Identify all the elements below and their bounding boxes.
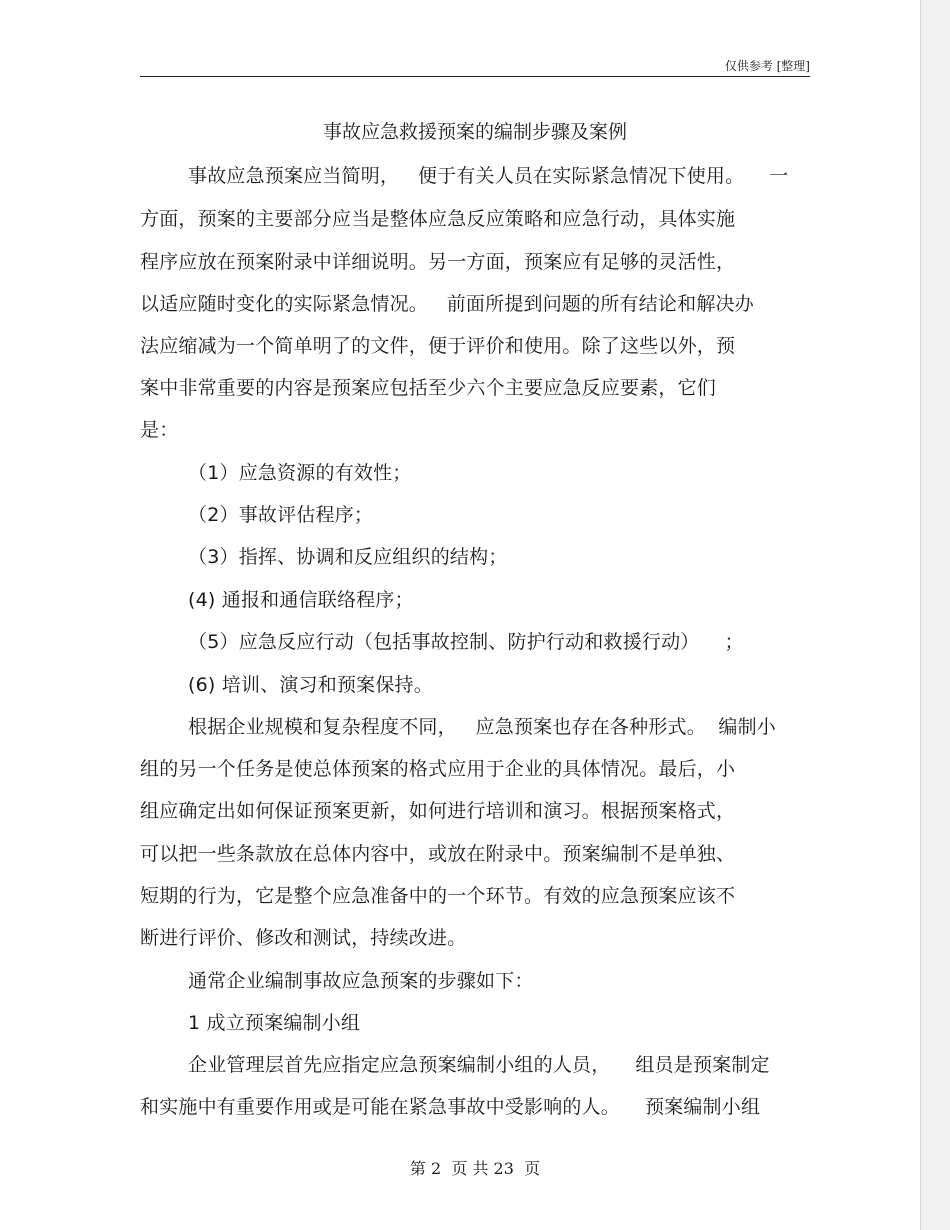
text-line: 根据企业规模和复杂程度不同， 应急预案也存在各种形式。 编制小 <box>188 716 776 738</box>
text-line: 事故应急预案应当简明， 便于有关人员在实际紧急情况下使用。 一 <box>188 165 789 187</box>
list-item: （5）应急反应行动（包括事故控制、防护行动和救援行动） ； <box>188 631 744 653</box>
text-line: 和实施中有重要作用或是可能在紧急事故中受影响的人。 预案编制小组 <box>140 1096 761 1118</box>
document-title: 事故应急救援预案的编制步骤及案例 <box>322 121 627 143</box>
text-line: 以适应随时变化的实际紧急情况。 前面所提到问题的所有结论和解决办 <box>140 293 754 315</box>
text-line: 短期的行为，它是整个应急准备中的一个环节。有效的应急预案应该不 <box>140 885 736 907</box>
section-heading: 1 成立预案编制小组 <box>188 1012 361 1034</box>
list-item: (6) 培训、演习和预案保持。 <box>188 674 433 696</box>
list-item: （2）事故评估程序； <box>188 504 374 526</box>
text-line: 通常企业编制事故应急预案的步骤如下： <box>188 970 534 992</box>
page-footer: 第 2 页 共 23 页 <box>409 1159 541 1178</box>
list-item: （1）应急资源的有效性； <box>188 462 412 484</box>
text-line: 企业管理层首先应指定应急预案编制小组的人员， 组员是预案制定 <box>188 1054 770 1076</box>
text-line: 可以把一些条款放在总体内容中，或放在附录中。预案编制不是单独、 <box>140 843 736 865</box>
text-line: 断进行评价、修改和测试，持续改进。 <box>140 927 467 949</box>
list-item: （3）指挥、协调和反应组织的结构； <box>188 546 508 568</box>
text-line: 程序应放在预案附录中详细说明。另一方面，预案应有足够的灵活性， <box>140 251 736 273</box>
list-item: (4) 通报和通信联络程序； <box>188 589 414 611</box>
text-line: 组应确定出如何保证预案更新，如何进行培训和演习。根据预案格式， <box>140 800 736 822</box>
text-line: 案中非常重要的内容是预案应包括至少六个主要应急反应要素，它们 <box>140 377 717 399</box>
text-line: 方面，预案的主要部分应当是整体应急反应策略和应急行动，具体实施 <box>140 208 736 230</box>
header-divider <box>140 76 810 77</box>
text-line: 是： <box>140 419 179 441</box>
page-header: 仅供参考 [整理] <box>724 59 810 73</box>
text-line: 组的另一个任务是使总体预案的格式应用于企业的具体情况。最后，小 <box>140 758 736 780</box>
text-line: 法应缩减为一个简单明了的文件，便于评价和使用。除了这些以外，预 <box>140 335 736 357</box>
